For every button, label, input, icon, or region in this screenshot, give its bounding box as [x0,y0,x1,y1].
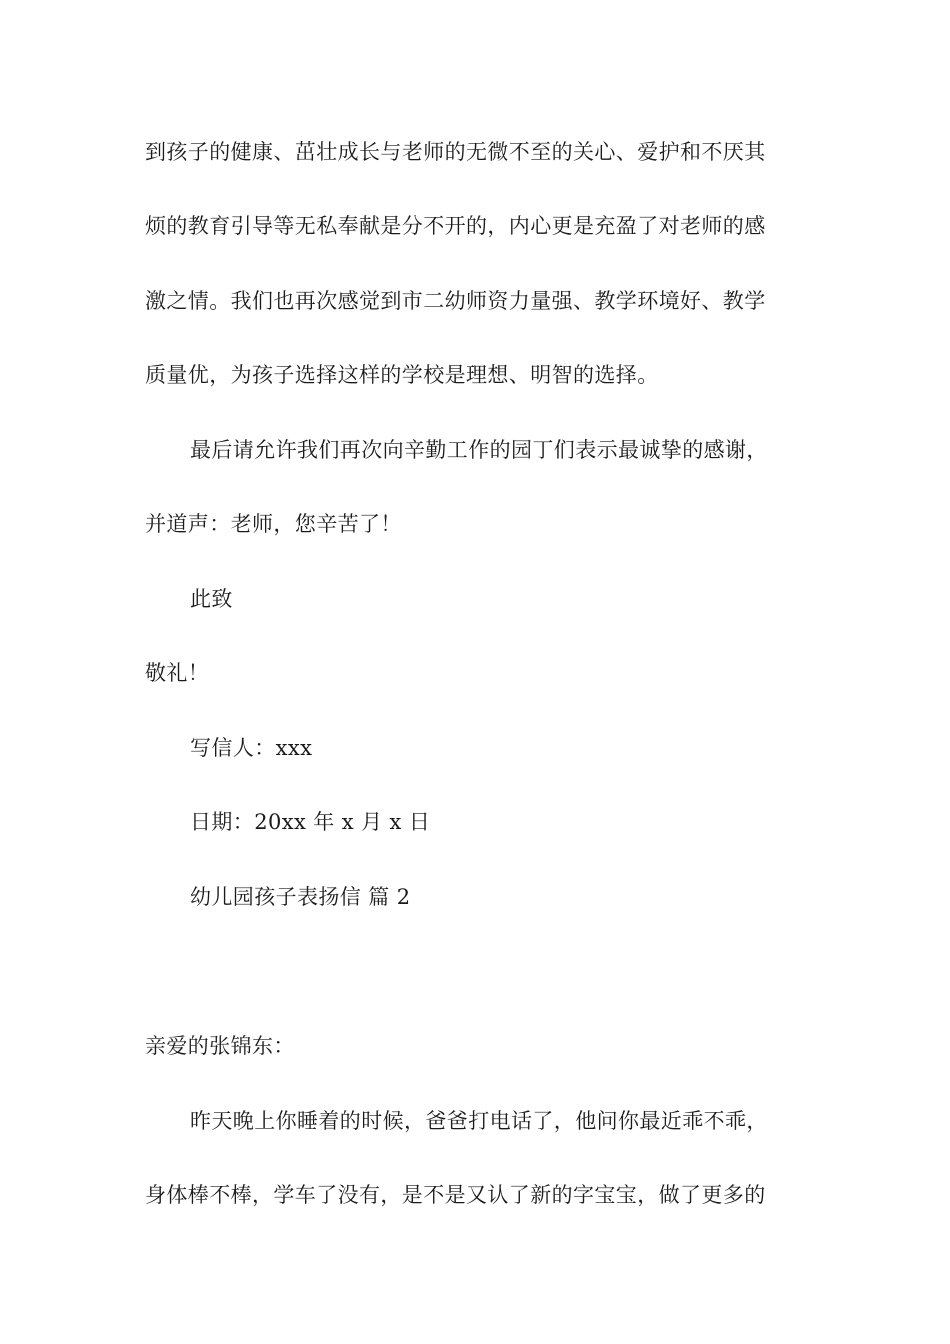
letter-date: 日期：20xx 年 x 月 x 日 [190,810,431,834]
paragraph-line: 并道声：老师，您辛苦了！ [145,512,402,536]
paragraph-line: 身体棒不棒，学车了没有，是不是又认了新的字宝宝，做了更多的 [145,1183,766,1207]
writer-signature: 写信人：xxx [190,736,313,760]
greeting: 亲爱的张锦东： [145,1034,295,1058]
paragraph-line: 昨天晚上你睡着的时候，爸爸打电话了，他问你最近乖不乖， [190,1109,768,1133]
regards: 敬礼！ [145,661,210,685]
section-title: 幼儿园孩子表扬信 篇 2 [190,885,411,909]
salutation: 此致 [190,587,233,611]
paragraph-line: 烦的教育引导等无私奉献是分不开的，内心更是充盈了对老师的感 [145,214,766,238]
paragraph-line: 最后请允许我们再次向辛勤工作的园丁们表示最诚挚的感谢， [190,438,768,462]
paragraph-line: 质量优，为孩子选择这样的学校是理想、明智的选择。 [145,363,659,387]
paragraph-line: 到孩子的健康、茁壮成长与老师的无微不至的关心、爱护和不厌其 [145,140,766,164]
paragraph-line: 激之情。我们也再次感觉到市二幼师资力量强、教学环境好、教学 [145,289,766,313]
